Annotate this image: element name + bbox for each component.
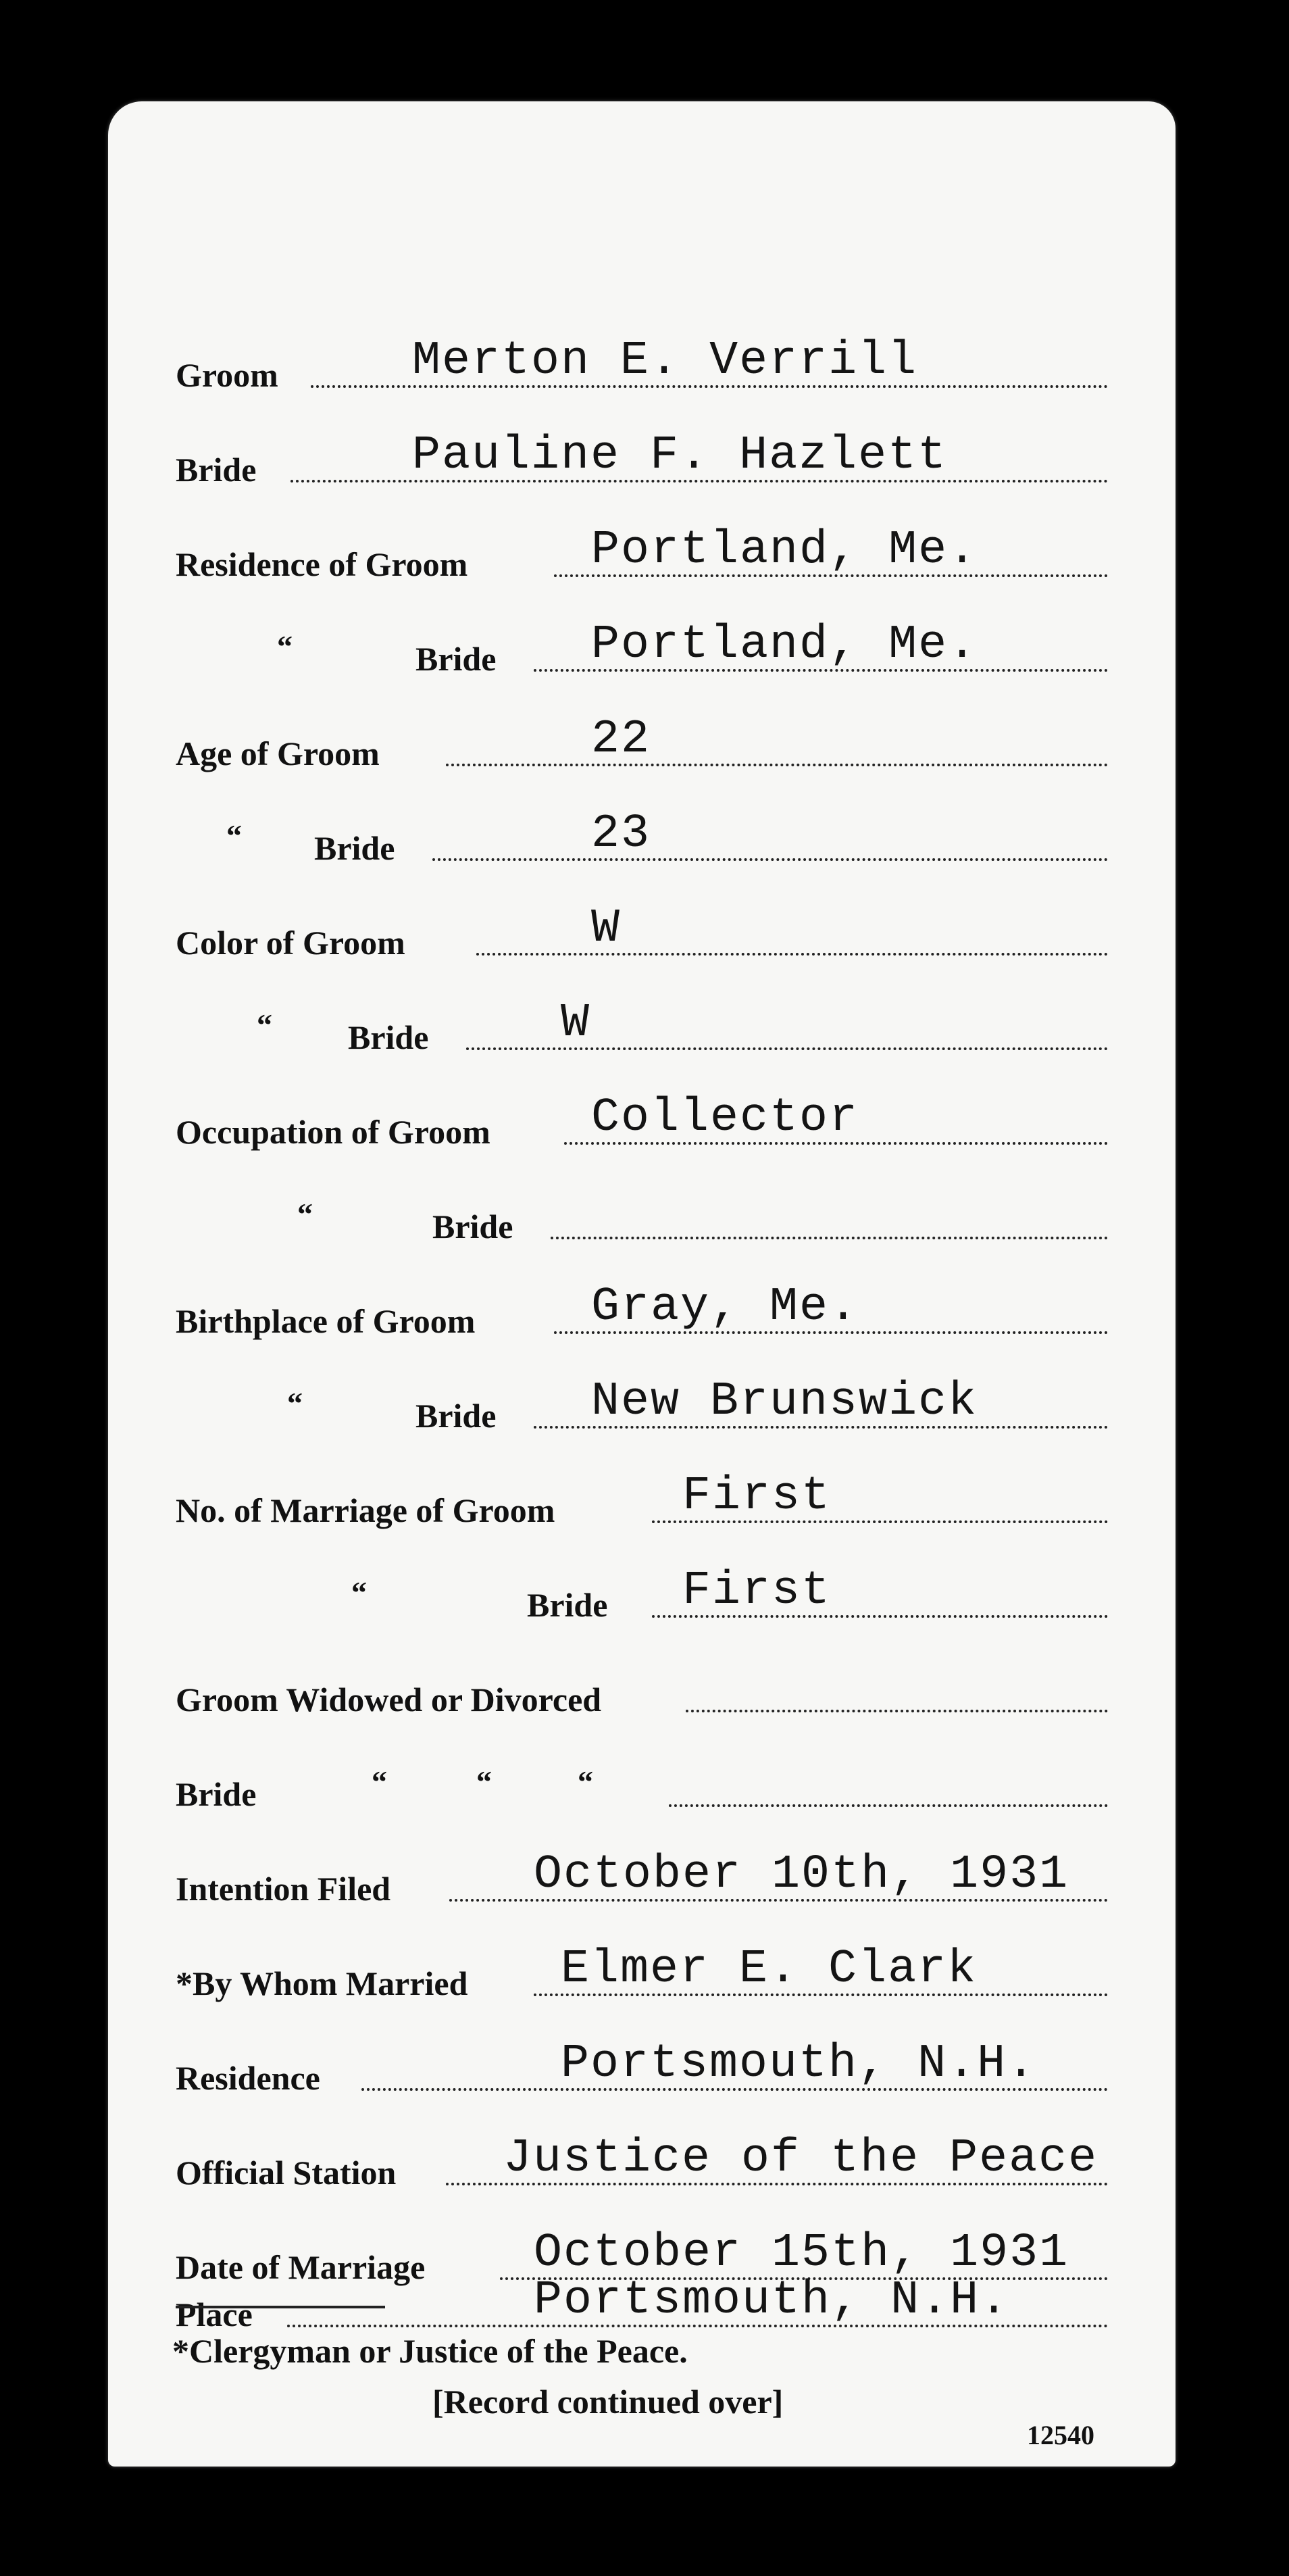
- field-label: Place: [176, 2296, 253, 2333]
- field-official-station: [108, 2129, 1176, 2189]
- field-line: [686, 1710, 1108, 1712]
- field-value: 23: [591, 808, 651, 861]
- field-label: Bride: [415, 640, 497, 678]
- field-value: Collector: [591, 1091, 859, 1145]
- field-line: [446, 764, 1108, 766]
- field-value: October 15th, 1931: [534, 2227, 1069, 2280]
- ditto-mark: “: [372, 1764, 387, 1799]
- field-label: Groom Widowed or Divorced: [176, 1681, 602, 1718]
- field-age-groom: [108, 710, 1176, 770]
- field-value: Portsmouth, N.H.: [561, 2037, 1037, 2091]
- field-label: Official Station: [176, 2154, 397, 2191]
- field-bride: [108, 426, 1176, 487]
- ditto-mark: “: [351, 1575, 367, 1610]
- field-age-bride: [108, 804, 1176, 865]
- field-label: Bride: [176, 451, 257, 489]
- field-line: [669, 1804, 1108, 1807]
- field-birthplace-bride: [108, 1372, 1176, 1433]
- field-value: W: [561, 997, 591, 1050]
- field-value: First: [682, 1564, 832, 1618]
- ditto-mark: “: [476, 1764, 492, 1799]
- field-residence-bride: [108, 615, 1176, 676]
- field-value: Portland, Me.: [591, 524, 978, 577]
- field-label: Occupation of Groom: [176, 1113, 490, 1151]
- ditto-mark: “: [277, 629, 293, 664]
- field-bride-widowed: [108, 1750, 1176, 1811]
- field-officiant-residence: [108, 2034, 1176, 2095]
- field-label: Groom: [176, 356, 278, 394]
- field-value: W: [591, 902, 622, 956]
- field-residence-groom: [108, 520, 1176, 581]
- field-value: Justice of the Peace: [503, 2132, 1098, 2185]
- field-label: Bride: [176, 1775, 257, 1813]
- field-occupation-groom: [108, 1088, 1176, 1149]
- field-label: Bride: [314, 829, 395, 867]
- field-label: Date of Marriage: [176, 2248, 426, 2286]
- ditto-mark: “: [226, 818, 242, 853]
- field-line: [551, 1237, 1108, 1239]
- field-value: First: [682, 1470, 832, 1523]
- field-label: Bride: [415, 1397, 497, 1435]
- field-value: New Brunswick: [591, 1375, 978, 1429]
- footnote-text: *Clergyman or Justice of the Peace.: [172, 2332, 688, 2370]
- field-label: Bride: [432, 1208, 513, 1245]
- field-color-groom: [108, 899, 1176, 960]
- field-label: Color of Groom: [176, 924, 405, 962]
- field-groom: [108, 331, 1176, 392]
- ditto-mark: “: [578, 1764, 593, 1799]
- field-marriage-no-bride: [108, 1561, 1176, 1622]
- field-value: Portsmouth, N.H.: [534, 2274, 1010, 2327]
- field-intention-filed: [108, 1845, 1176, 1906]
- ditto-mark: “: [297, 1197, 313, 1231]
- record-continued-note: [Record continued over]: [432, 2383, 784, 2421]
- field-label: Residence of Groom: [176, 545, 468, 583]
- ditto-mark: “: [287, 1386, 303, 1420]
- field-label: Bride: [527, 1586, 608, 1624]
- field-line: [432, 858, 1108, 861]
- field-label: Birthplace of Groom: [176, 1302, 476, 1340]
- field-label: Bride: [348, 1018, 429, 1056]
- field-by-whom-married: [108, 1939, 1176, 2000]
- field-value: Gray, Me.: [591, 1281, 859, 1334]
- field-label: No. of Marriage of Groom: [176, 1491, 555, 1529]
- field-line: [476, 953, 1108, 956]
- field-value: Pauline F. Hazlett: [412, 429, 948, 482]
- ditto-mark: “: [257, 1008, 272, 1042]
- field-value: Merton E. Verrill: [412, 335, 918, 388]
- record-card: [108, 101, 1176, 2467]
- field-label: Age of Groom: [176, 735, 380, 772]
- field-label: Intention Filed: [176, 1870, 391, 1908]
- footnote-rule: [176, 2306, 385, 2308]
- field-occupation-bride: [108, 1183, 1176, 1243]
- field-marriage-no-groom: [108, 1466, 1176, 1527]
- field-place: [108, 2271, 1176, 2331]
- field-label: Residence: [176, 2059, 320, 2097]
- field-label: *By Whom Married: [176, 1964, 468, 2002]
- field-value: Elmer E. Clark: [561, 1943, 978, 1996]
- field-value: 22: [591, 713, 651, 766]
- field-value: Portland, Me.: [591, 618, 978, 672]
- field-groom-widowed: [108, 1656, 1176, 1716]
- field-birthplace-groom: [108, 1277, 1176, 1338]
- card-number: 12540: [1027, 2420, 1094, 2450]
- field-value: October 10th, 1931: [534, 1848, 1069, 1902]
- field-color-bride: [108, 993, 1176, 1054]
